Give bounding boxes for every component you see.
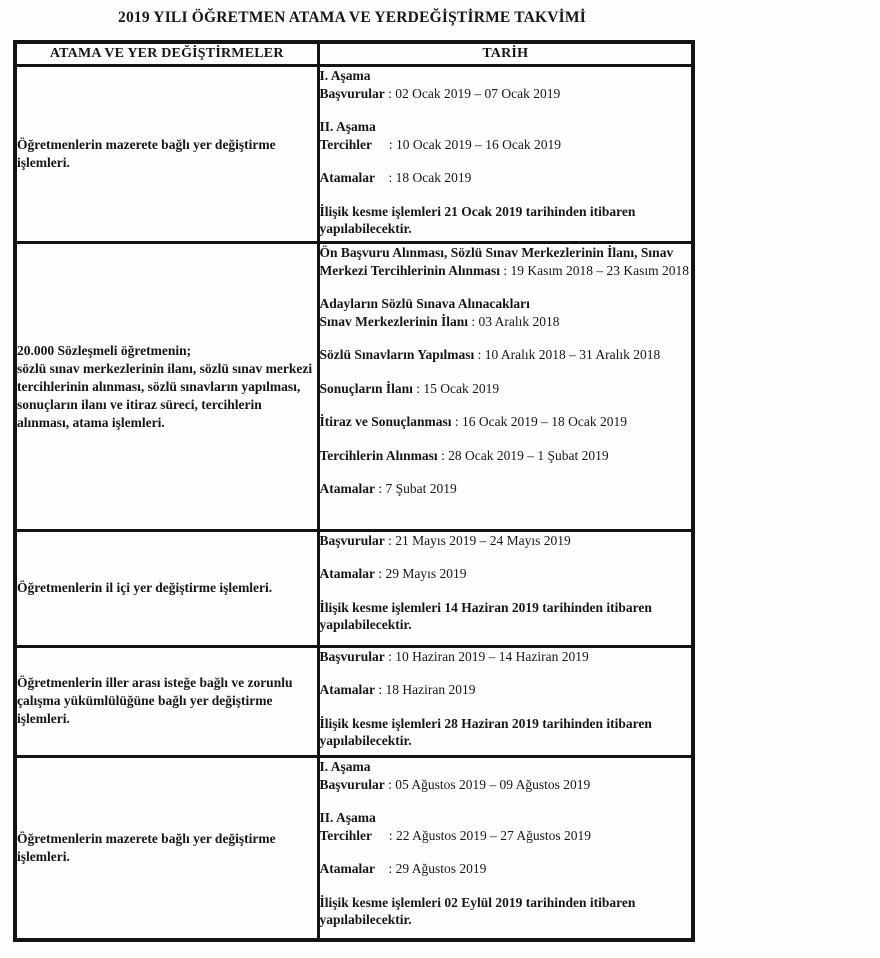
date-entry	[320, 599, 692, 634]
table-row	[15, 530, 693, 646]
date-entry-label: İlişik kesme işlemleri 21 Ocak 2019 tarihinden itibaren yapılabilecektir.	[319, 203, 639, 236]
date-entry-value: : 28 Ocak 2019 – 1 Şubat 2019	[437, 447, 609, 463]
date-entry-value: : 15 Ocak 2019	[412, 380, 500, 396]
date-entry	[320, 860, 692, 878]
date-entry-value: : 22 Ağustos 2019 – 27 Ağustos 2019	[372, 827, 592, 843]
date-entry	[320, 681, 692, 699]
date-entry-label: Tercihlerin Alınması	[319, 447, 438, 463]
procedure-text: sözlü sınav merkezlerinin ilanı, sözlü sınav merkezi tercihlerinin alınması, sözlü sınavların yapılması, sonuçların ilanı ve itiraz süreci, tercihlerin alınması, atama işlemleri.	[17, 360, 313, 430]
calendar-table	[13, 40, 695, 942]
date-entry-label: Ön Başvuru Alınması, Sözlü Sınav Merkezlerinin İlanı, Sınav Merkezi Tercihlerinin Alınması	[319, 245, 677, 278]
date-entry-label: II. Aşama	[319, 810, 376, 826]
table-row	[15, 757, 693, 940]
date-entry	[320, 565, 692, 583]
procedure-cell	[15, 646, 318, 757]
date-entry-label: II. Aşama	[319, 119, 376, 134]
date-entry-value: : 10 Aralık 2018 – 31 Aralık 2018	[474, 347, 661, 363]
date-entry-value: : 02 Ocak 2019 – 07 Ocak 2019	[384, 85, 561, 101]
date-entry-value: : 10 Ocak 2019 – 16 Ocak 2019	[372, 136, 561, 152]
date-entry-label: Adayların Sözlü Sınava Alınacakları	[319, 296, 530, 312]
procedure-cell	[15, 66, 318, 243]
column-header-procedures: ATAMA VE YER DEĞİŞTİRMELER	[15, 42, 318, 66]
procedure-cell	[15, 530, 318, 646]
date-entry-value: : 29 Mayıs 2019	[374, 566, 467, 582]
date-entry-label: Başvurular	[319, 648, 385, 664]
date-entry-label: Sözlü Sınavların Yapılması	[319, 347, 475, 363]
date-entry-label: Atamalar	[319, 481, 375, 497]
date-entry	[320, 118, 692, 153]
table-row	[15, 243, 693, 531]
date-entry-value: : 18 Ocak 2019	[374, 170, 472, 185]
date-entry-label: Tercihler	[319, 136, 372, 152]
date-entry	[320, 532, 692, 550]
date-entry-label: Sınav Merkezlerinin İlanı	[319, 313, 468, 329]
procedure-cell	[15, 243, 318, 531]
date-entry-label: Atamalar	[319, 861, 375, 877]
date-entry-value: : 05 Ağustos 2019 – 09 Ağustos 2019	[384, 776, 591, 792]
date-entry	[320, 648, 692, 666]
date-entry-value: : 16 Ocak 2019 – 18 Ocak 2019	[451, 414, 627, 430]
column-header-date: TARİH	[318, 42, 693, 66]
date-entry-value: : 29 Ağustos 2019	[374, 861, 487, 877]
date-entry-label: İlişik kesme işlemleri 14 Haziran 2019 tarihinden itibaren yapılabilecektir.	[319, 599, 656, 633]
procedure-text: Öğretmenlerin il içi yer değiştirme işlemleri.	[17, 580, 273, 596]
date-entry	[320, 480, 692, 498]
date-entry	[320, 758, 692, 793]
date-entry-label: İlişik kesme işlemleri 02 Eylül 2019 tarihinden itibaren yapılabilecektir.	[319, 894, 639, 928]
date-entry-label: I. Aşama	[319, 68, 371, 83]
table-row	[15, 66, 693, 243]
date-cell	[318, 530, 693, 646]
date-entry	[320, 346, 692, 364]
date-entry-label: Tercihler	[319, 827, 372, 843]
calendar-table-body	[15, 66, 693, 941]
date-entry	[320, 809, 692, 844]
date-entry	[320, 169, 692, 187]
date-entry	[320, 447, 692, 465]
table-row	[15, 646, 693, 757]
procedure-text: Öğretmenlerin mazerete bağlı yer değiştirme işlemleri.	[17, 137, 276, 171]
date-entry	[320, 67, 692, 102]
date-entry-label: Başvurular	[319, 776, 385, 792]
document-title: 2019 YILI ÖĞRETMEN ATAMA VE YERDEĞİŞTİRME TAKVİMİ	[118, 9, 586, 26]
procedure-text: Öğretmenlerin iller arası isteğe bağlı ve zorunlu çalışma yükümlülüğüne bağlı yer değiştirme işlemleri.	[17, 675, 293, 727]
date-entry	[320, 380, 692, 398]
date-entry-value: : 7 Şubat 2019	[374, 481, 457, 497]
date-entry-label: Başvurular	[319, 532, 385, 548]
date-entry-label: I. Aşama	[319, 759, 371, 775]
date-entry	[320, 244, 692, 279]
date-entry	[320, 413, 692, 431]
date-entry-label: Atamalar	[319, 170, 375, 185]
date-entry-value: : 18 Haziran 2019	[374, 682, 476, 698]
date-entry-label: İtiraz ve Sonuçlanması	[319, 414, 452, 430]
date-entry-label: Sonuçların İlanı	[319, 380, 413, 396]
date-cell	[318, 646, 693, 757]
date-entry-value: : 10 Haziran 2019 – 14 Haziran 2019	[384, 648, 589, 664]
date-entry-label: Başvurular	[319, 85, 385, 101]
date-cell	[318, 66, 693, 243]
date-cell	[318, 757, 693, 940]
date-entry-value: : 03 Aralık 2018	[468, 313, 560, 329]
date-entry	[320, 894, 692, 929]
procedure-text: 20.000 Sözleşmeli öğretmenin;	[17, 342, 192, 358]
date-cell	[318, 243, 693, 531]
date-entry	[320, 295, 692, 330]
date-entry-label: Atamalar	[319, 566, 375, 582]
date-entry	[320, 715, 692, 750]
date-entry-label: Atamalar	[319, 682, 375, 698]
date-entry-label: İlişik kesme işlemleri 28 Haziran 2019 tarihinden itibaren yapılabilecektir.	[319, 715, 656, 749]
date-entry	[320, 203, 692, 238]
header-row	[15, 42, 693, 66]
procedure-text: Öğretmenlerin mazerete bağlı yer değiştirme işlemleri.	[17, 831, 276, 865]
procedure-cell	[15, 757, 318, 940]
date-entry-value: : 21 Mayıs 2019 – 24 Mayıs 2019	[384, 532, 571, 548]
date-entry-value: : 19 Kasım 2018 – 23 Kasım 2018	[500, 262, 689, 278]
